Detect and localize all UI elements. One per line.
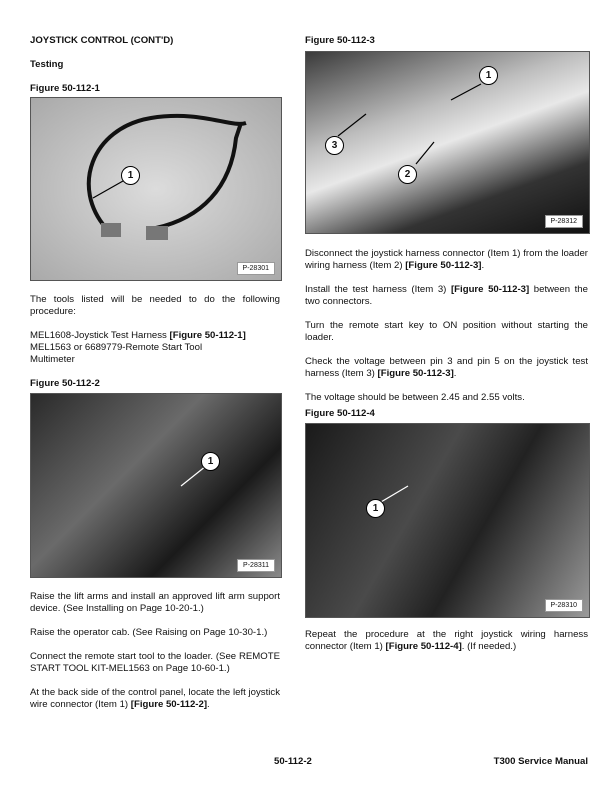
subsection-title: Testing [30, 59, 64, 70]
callout-arrow [306, 424, 589, 617]
page-number: 50-112-2 [274, 756, 312, 767]
tools-section [30, 294, 280, 366]
right-steps [305, 248, 588, 404]
photo-number: P-28311 [237, 559, 275, 572]
figure-photo-harness [30, 97, 282, 281]
callout-2: 2 [398, 165, 417, 184]
step-text-end: . (If needed.) [461, 641, 517, 652]
photo-number: P-28310 [545, 599, 583, 612]
step: Turn the remote start key to ON position without starting the loader. [305, 320, 588, 343]
figure-label: Figure 50-112-3 [305, 35, 375, 46]
step: Raise the operator cab. (See Raising on Page 10-30-1.) [30, 627, 268, 638]
step-text: At the back side of the control panel, locate the left joystick wire connector (Item 1) [30, 687, 280, 710]
photo-number: P-28312 [545, 215, 583, 228]
step-text-end: . [207, 699, 210, 710]
figure-ref: [Figure 50-112-3] [377, 368, 454, 379]
photo-number: P-28301 [237, 262, 275, 275]
figure-ref: [Figure 50-112-3] [405, 260, 482, 271]
manual-title: T300 Service Manual [493, 756, 588, 767]
step [30, 687, 280, 711]
figure-label: Figure 50-112-2 [30, 378, 100, 389]
figure-ref: [Figure 50-112-4] [385, 641, 462, 652]
callout-1: 1 [121, 166, 140, 185]
tool-item: Multimeter [30, 354, 75, 365]
figure-label: Figure 50-112-1 [30, 83, 100, 94]
step-text-end: between the two connectors. [305, 284, 588, 307]
tool-item: MEL1563 or 6689779-Remote Start Tool [30, 342, 203, 353]
final-step [305, 629, 588, 653]
tool-text: MEL1608-Joystick Test Harness [30, 330, 170, 341]
callout-arrows [306, 52, 589, 233]
figure-ref: [Figure 50-112-2] [130, 699, 208, 710]
step-text-end: . [453, 368, 457, 379]
callout-3: 3 [325, 136, 344, 155]
step-text: Install the test harness (Item 3) [305, 284, 451, 295]
step-text: Check the voltage between pin 3 and pin 5 on the joystick test harness (Item 3) [305, 356, 588, 379]
step [305, 284, 588, 308]
left-steps [30, 591, 280, 711]
figure-ref: [Figure 50-112-3] [450, 284, 530, 295]
step: Connect the remote start tool to the loader. (See REMOTE START TOOL KIT-MEL1563 on Page 10-60-1.) [30, 651, 280, 674]
step-text: Disconnect the joystick harness connector (Item 1) from the loader wiring harness (Item 2) [305, 248, 588, 271]
step [305, 248, 588, 272]
section-title: JOYSTICK CONTROL (CONT'D) [30, 35, 174, 46]
callout-1: 1 [201, 452, 220, 471]
step-text-end: . [481, 260, 485, 271]
figure-photo-connectors [305, 51, 590, 234]
step-text: Repeat the procedure at the right joystick wiring harness connector (Item 1) [305, 629, 588, 652]
figure-photo-right-joystick [305, 423, 590, 618]
harness-drawing [31, 98, 281, 280]
step: Raise the lift arms and install an approved lift arm support device. (See Installing on Page 10-20-1.) [30, 591, 280, 614]
figure-label: Figure 50-112-4 [305, 408, 375, 419]
intro-text: The tools listed will be needed to do the following procedure: [30, 294, 280, 317]
tool-item [30, 330, 280, 342]
callout-1: 1 [479, 66, 498, 85]
step [305, 356, 588, 380]
callout-1: 1 [366, 499, 385, 518]
step: The voltage should be between 2.45 and 2.55 volts. [305, 392, 525, 403]
figure-ref: [Figure 50-112-1] [169, 330, 246, 341]
figure-photo-control-panel [30, 393, 282, 578]
callout-arrow [31, 394, 281, 577]
